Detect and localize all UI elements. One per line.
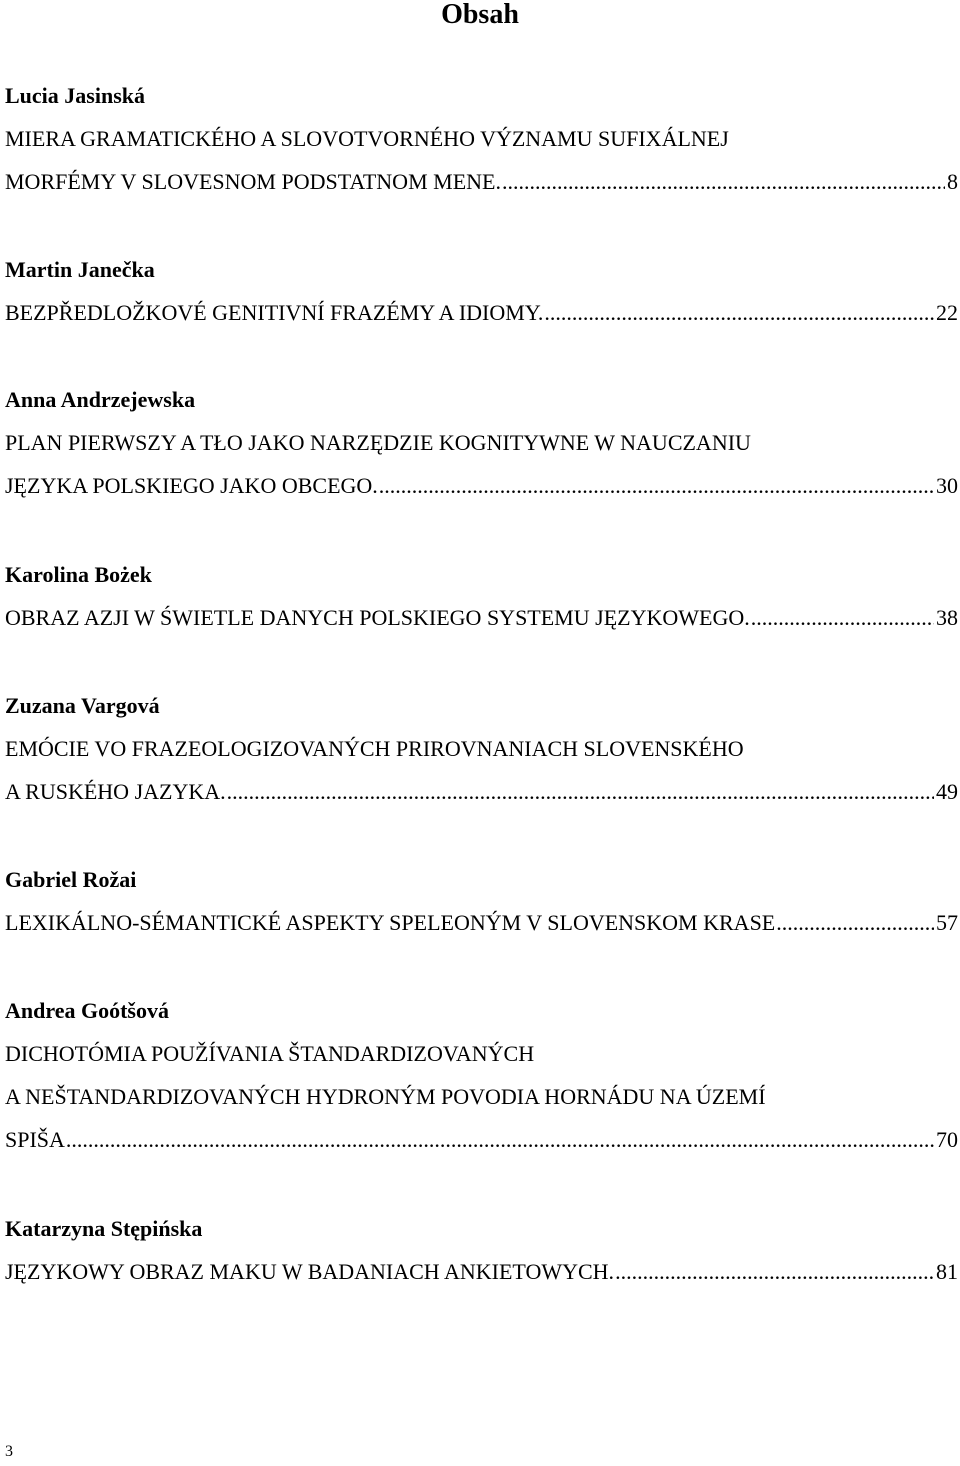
toc-entry: [5, 1207, 958, 1293]
dot-leader: [66, 1118, 934, 1161]
entry-page-number: 38: [936, 605, 958, 630]
dot-leader: [502, 160, 945, 203]
entry-author: Martin Janečka: [5, 257, 155, 282]
entry-title-line: PLAN PIERWSZY A TŁO JAKO NARZĘDZIE KOGNITYWNE W NAUCZANIU: [5, 430, 751, 455]
dot-leader: [379, 464, 934, 507]
toc-entry: [5, 989, 958, 1161]
toc-entry: [5, 74, 958, 203]
entry-page-number: 8: [947, 169, 958, 194]
toc-entry: [5, 248, 958, 334]
entry-title-last-line[interactable]: [5, 901, 958, 944]
entry-author: Karolina Bożek: [5, 562, 152, 587]
page-number: 3: [5, 1443, 13, 1460]
entry-title-line: DICHOTÓMIA POUŽÍVANIA ŠTANDARDIZOVANÝCH: [5, 1041, 535, 1066]
entry-title-text: JĘZYKOWY OBRAZ MAKU W BADANIACH ANKIETOWYCH.: [5, 1259, 615, 1284]
entry-title-text: A RUSKÉHO JAZYKA.: [5, 779, 226, 804]
entry-page-number: 22: [936, 300, 958, 325]
entry-author: Zuzana Vargová: [5, 693, 160, 718]
entry-page-number: 30: [936, 473, 958, 498]
toc-entry: [5, 553, 958, 639]
toc-entry: [5, 858, 958, 944]
entry-page-number: 57: [936, 910, 958, 935]
entry-title-last-line[interactable]: [5, 1250, 958, 1293]
entry-title-last-line[interactable]: [5, 291, 958, 334]
entry-title-text: MORFÉMY V SLOVESNOM PODSTATNOM MENE.: [5, 169, 501, 194]
entry-title-text: JĘZYKA POLSKIEGO JAKO OBCEGO.: [5, 473, 378, 498]
toc-entry: [5, 684, 958, 813]
dot-leader: [751, 596, 934, 639]
entry-title-last-line[interactable]: [5, 770, 958, 813]
entry-author: Anna Andrzejewska: [5, 387, 196, 412]
entry-title-text: LEXIKÁLNO-SÉMANTICKÉ ASPEKTY SPELEONÝM V SLOVENSKOM KRASE: [5, 910, 776, 935]
entry-title-text: SPIŠA: [5, 1127, 65, 1152]
entry-page-number: 70: [936, 1127, 958, 1152]
entry-title-last-line[interactable]: [5, 1118, 958, 1161]
entry-title-line: MIERA GRAMATICKÉHO A SLOVOTVORNÉHO VÝZNAMU SUFIXÁLNEJ: [5, 126, 729, 151]
entry-title-text: BEZPŘEDLOŽKOVÉ GENITIVNÍ FRAZÉMY A IDIOMY.: [5, 300, 544, 325]
entry-page-number: 49: [936, 779, 958, 804]
entry-title-line: EMÓCIE VO FRAZEOLOGIZOVANÝCH PRIROVNANIACH SLOVENSKÉHO: [5, 736, 744, 761]
toc-entry: [5, 378, 958, 507]
dot-leader: [227, 770, 934, 813]
page-title: Obsah: [441, 0, 519, 30]
entry-title-last-line[interactable]: [5, 160, 958, 203]
dot-leader: [776, 901, 934, 944]
entry-title-last-line[interactable]: [5, 464, 958, 507]
dot-leader: [615, 1250, 934, 1293]
entry-title-text: OBRAZ AZJI W ŚWIETLE DANYCH POLSKIEGO SYSTEMU JĘZYKOWEGO.: [5, 605, 750, 630]
entry-author: Gabriel Rožai: [5, 867, 137, 892]
entry-author: Lucia Jasinská: [5, 83, 145, 108]
entry-title-last-line[interactable]: [5, 596, 958, 639]
entry-title-line: A NEŠTANDARDIZOVANÝCH HYDRONÝM POVODIA HORNÁDU NA ÚZEMÍ: [5, 1084, 766, 1109]
entry-author: Katarzyna Stępińska: [5, 1216, 203, 1241]
entry-page-number: 81: [936, 1259, 958, 1284]
dot-leader: [544, 291, 934, 334]
entry-author: Andrea Goótšová: [5, 998, 169, 1023]
